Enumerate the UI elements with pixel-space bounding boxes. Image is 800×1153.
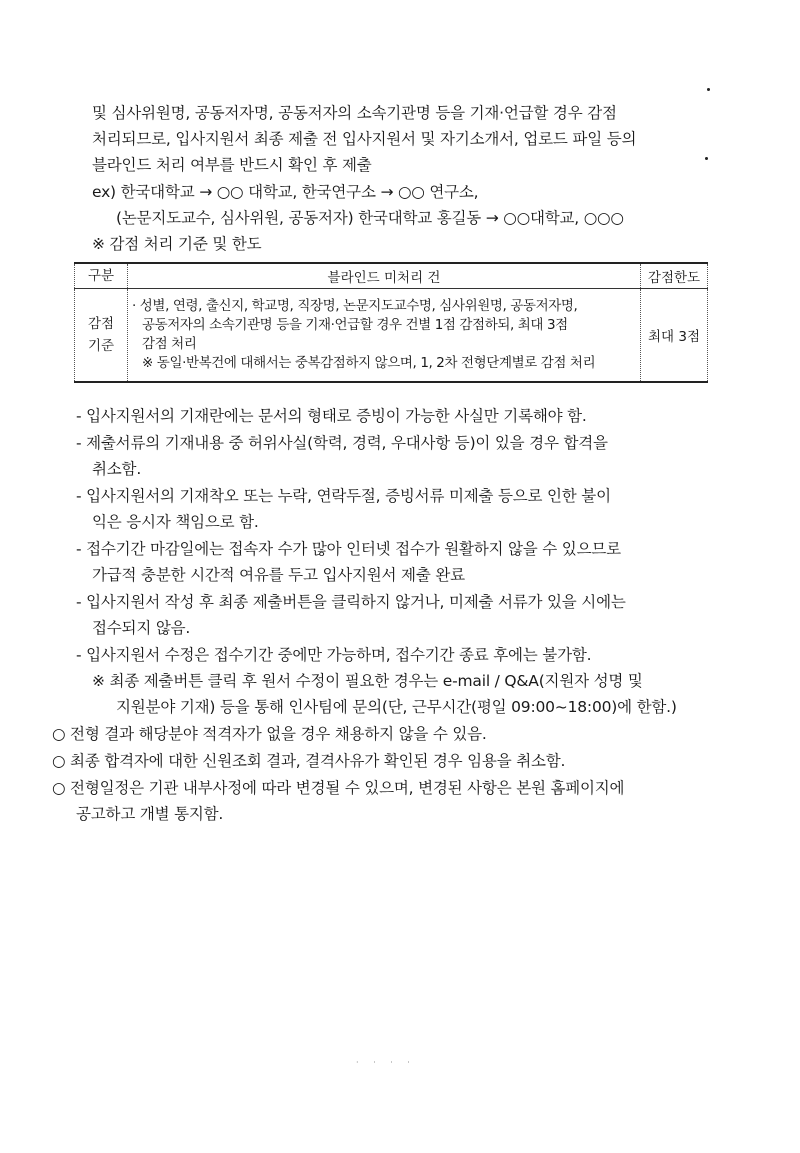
dash-item-cont: 접수되지 않음. [92, 619, 191, 637]
circle-item-cont: 공고하고 개별 통지함. [76, 805, 224, 823]
dash-item: - 입사지원서의 기재착오 또는 누락, 연락두절, 증빙서류 미제출 등으로 인한 불이 [76, 487, 611, 505]
circle-item: ○ 최종 합격자에 대한 신원조회 결과, 결격사유가 확인된 경우 임용을 취소함. [52, 752, 566, 770]
paragraph-line: 및 심사위원명, 공동저자명, 공동저자의 소속기관명 등을 기재·언급할 경우 감점 [92, 104, 617, 122]
row-label-line: 기준 [87, 338, 115, 354]
criteria-cell [128, 289, 641, 383]
scan-marks: · · · · [356, 1058, 416, 1067]
dash-item-cont: 가급적 충분한 시간적 여유를 두고 입사지원서 제출 완료 [92, 566, 465, 584]
scan-dot [705, 157, 708, 160]
circle-item: ○ 전형 결과 해당분야 적격자가 없을 경우 채용하지 않을 수 있음. [52, 725, 487, 743]
row-label [75, 289, 128, 383]
table-header-row [75, 263, 708, 289]
paragraph-line: 블라인드 처리 여부를 반드시 확인 후 제출 [92, 156, 372, 174]
deduction-note: ※ 감점 처리 기준 및 한도 [92, 235, 262, 253]
note-line: 지원분야 기재) 등을 통해 인사팀에 문의(단, 근무시간(평일 09:00~18:00)에 한함.) [116, 698, 677, 716]
criteria-line: · 성별, 연령, 출신지, 학교명, 직장명, 논문지도교수명, 심사위원명, 공동저자명, [132, 298, 578, 314]
row-label-line: 감점 [87, 316, 115, 332]
header-blind: 블라인드 미처리 건 [128, 263, 641, 289]
scan-dot [707, 88, 710, 91]
example-line: (논문지도교수, 심사위원, 공동저자) 한국대학교 홍길동 → ○○대학교, ○○○ [116, 209, 624, 227]
dash-item: - 제출서류의 기재내용 중 허위사실(학력, 경력, 우대사항 등)이 있을 경우 합격을 [76, 434, 608, 452]
criteria-line: 감점 처리 [142, 336, 197, 352]
example-line: ex) 한국대학교 → ○○ 대학교, 한국연구소 → ○○ 연구소, [92, 183, 479, 201]
dash-item-cont: 익은 응시자 책임으로 함. [92, 513, 259, 531]
circle-item: ○ 전형일정은 기관 내부사정에 따라 변경될 수 있으며, 변경된 사항은 본원 홈페이지에 [52, 779, 625, 797]
dash-item: - 입사지원서 작성 후 최종 제출버튼을 클릭하지 않거나, 미제출 서류가 있을 시에는 [76, 593, 626, 611]
dash-item-cont: 취소함. [92, 460, 142, 478]
dash-item: - 입사지원서 수정은 접수기간 중에만 가능하며, 접수기간 종료 후에는 불가함. [76, 646, 592, 664]
dash-item: - 접수기간 마감일에는 접속자 수가 많아 인터넷 접수가 원활하지 않을 수 있으므로 [76, 540, 621, 558]
deduction-table [74, 262, 708, 383]
criteria-line: 공동저자의 소속기관명 등을 기재·언급할 경우 건별 1점 감점하되, 최대 3점 [142, 317, 568, 333]
header-category: 구분 [75, 263, 128, 289]
table-row [75, 289, 708, 383]
criteria-line: ※ 동일·반복건에 대해서는 중복감점하지 않으며, 1, 2차 전형단계별로 감점 처리 [142, 355, 596, 371]
header-limit: 감점한도 [641, 263, 708, 289]
limit-cell: 최대 3점 [641, 289, 708, 383]
note-line: ※ 최종 제출버튼 클릭 후 원서 수정이 필요한 경우는 e-mail / Q&A(지원자 성명 및 [92, 672, 643, 690]
paragraph-line: 처리되므로, 입사지원서 최종 제출 전 입사지원서 및 자기소개서, 업로드 파일 등의 [92, 130, 637, 148]
dash-item: - 입사지원서의 기재란에는 문서의 형태로 증빙이 가능한 사실만 기록해야 함. [76, 407, 587, 425]
